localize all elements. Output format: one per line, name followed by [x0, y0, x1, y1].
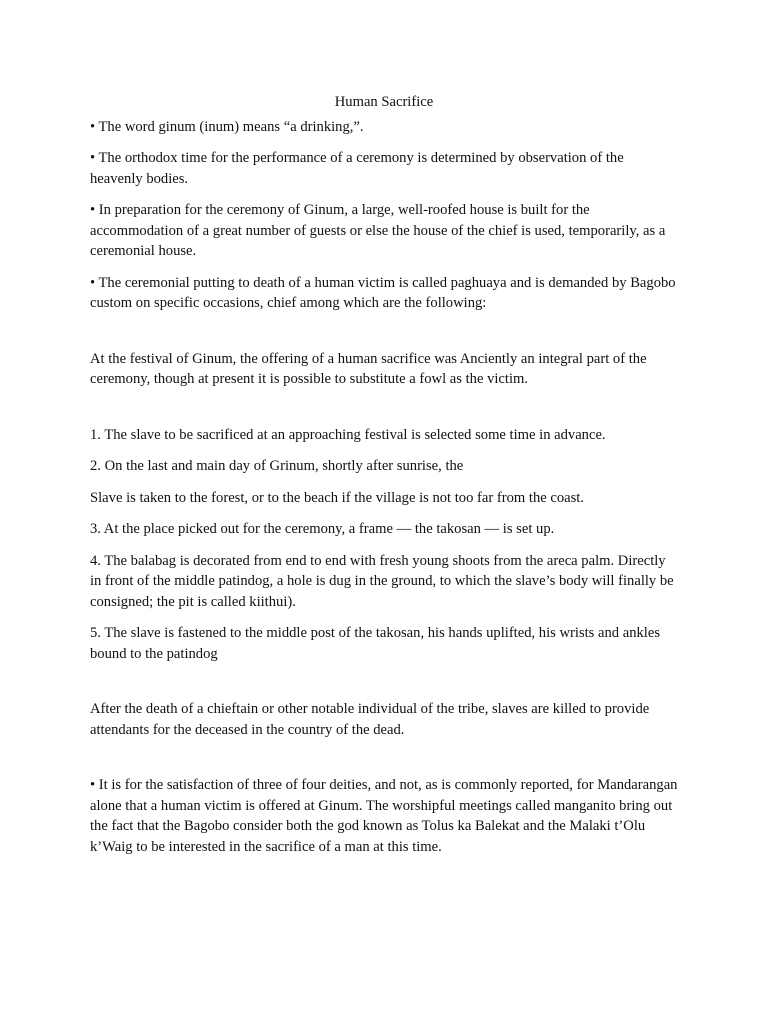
- section-spacer: [90, 751, 678, 775]
- step-3: 3. At the place picked out for the ceremony, a frame — the takosan — is set up.: [90, 521, 555, 537]
- section-spacer: [90, 325, 678, 349]
- section-spacer: [90, 675, 678, 699]
- document-page: [90, 92, 678, 868]
- step-2: 2. On the last and main day of Grinum, shortly after sunrise, the: [90, 458, 464, 474]
- festival-paragraph: At the festival of Ginum, the offering of a human sacrifice was Anciently an integral part of the ceremony, though at present it is possible to substitute a fowl as the victim.: [90, 350, 647, 387]
- section-spacer: [90, 401, 678, 425]
- chieftain-paragraph: After the death of a chieftain or other notable individual of the tribe, slaves are killed to provide attendants for the deceased in the country of the dead.: [90, 701, 650, 738]
- document-title: Human Sacrifice: [334, 94, 434, 110]
- step-5: 5. The slave is fastened to the middle post of the takosan, his hands uplifted, his wrists and ankles bound to the patindog: [90, 625, 661, 662]
- bullet-ceremony-timing: • The orthodox time for the performance of a ceremony is determined by observation of the heavenly bodies.: [90, 150, 624, 187]
- bullet-deities: • It is for the satisfaction of three of four deities, and not, as is commonly reported, for Mandarangan alone that a human victim is offered at Ginum. The worshipful meetings called manganito bring out the fact that the Bagobo consider both the god known as Tolus ka Balekat and the Malaki t’Olu k’Waig to be interested in the sacrifice of a man at this time.: [90, 777, 678, 855]
- bullet-ceremonial-house: • In preparation for the ceremony of Ginum, a large, well-roofed house is built for the accommodation of a great number of guests or else the house of the chief is used, temporarily, as a ceremonial house.: [90, 202, 666, 259]
- step-2-continued: Slave is taken to the forest, or to the beach if the village is not too far from the coast.: [90, 489, 585, 506]
- step-1: 1. The slave to be sacrificed at an approaching festival is selected some time in advance.: [90, 426, 606, 443]
- step-4: 4. The balabag is decorated from end to end with fresh young shoots from the areca palm. Directly in front of the middle patindog, a hole is dug in the ground, to which the slave’s body will finally be consigned; the pit is called kiithui).: [90, 552, 674, 610]
- bullet-ginum-meaning: • The word ginum (inum) means “a drinking,”.: [90, 118, 364, 135]
- bullet-paghuaya: • The ceremonial putting to death of a human victim is called paghuaya and is demanded by Bagobo custom on specific occasions, chief among which are the following:: [90, 274, 676, 311]
